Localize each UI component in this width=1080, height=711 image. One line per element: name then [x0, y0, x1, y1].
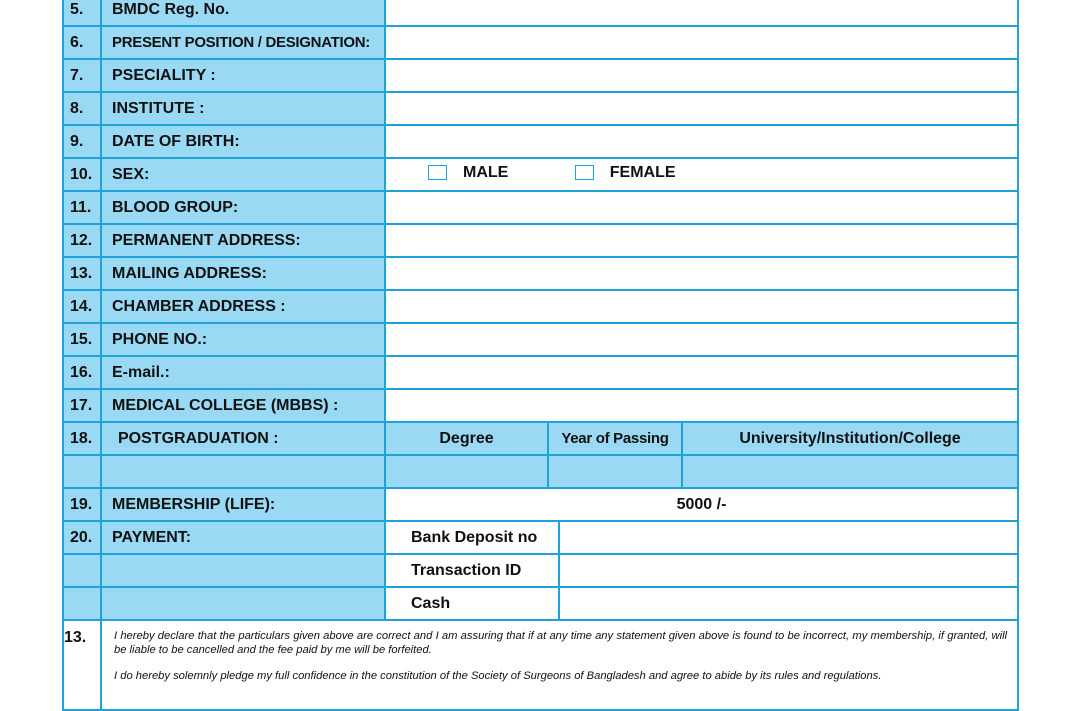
sex-option-male[interactable]: [428, 164, 508, 182]
row-number: 8.: [63, 92, 101, 125]
row-number: 19.: [63, 488, 101, 521]
degree-field[interactable]: [385, 455, 548, 488]
row-sex: [63, 158, 1018, 191]
row-label: CHAMBER ADDRESS :: [101, 290, 385, 323]
university-header: University/Institution/College: [682, 422, 1018, 455]
row-medical-college: [63, 389, 1018, 422]
row-institute: [63, 92, 1018, 125]
row-number: 9.: [63, 125, 101, 158]
male-label: MALE: [463, 163, 509, 181]
row-number: 14.: [63, 290, 101, 323]
row-payment-transaction: [63, 554, 1018, 587]
row-dob: [63, 125, 1018, 158]
row-label: [101, 455, 385, 488]
female-label: FEMALE: [609, 163, 676, 181]
row-speciality: [63, 59, 1018, 92]
row-label: SEX:: [101, 158, 385, 191]
row-number: 20.: [63, 521, 101, 554]
row-email: [63, 356, 1018, 389]
declaration-paragraph: I hereby declare that the particulars given above are correct and I am assuring that if at any time any statement given above is found to be incorrect, my membership, if granted, will be liable to be cancelled and the fee paid by me will be forfeited.: [114, 630, 1008, 656]
row-blood-group: [63, 191, 1018, 224]
row-payment-bank: [63, 521, 1018, 554]
row-postgraduation-entry: [63, 455, 1018, 488]
email-field[interactable]: [385, 356, 1018, 389]
year-field[interactable]: [548, 455, 682, 488]
university-field[interactable]: [682, 455, 1018, 488]
bmdc-field[interactable]: [385, 0, 1018, 26]
row-label: MEMBERSHIP (LIFE):: [101, 488, 385, 521]
row-phone: [63, 323, 1018, 356]
row-number: 11.: [63, 191, 101, 224]
row-label: [101, 554, 385, 587]
medical-college-field[interactable]: [385, 389, 1018, 422]
row-number: 6.: [63, 26, 101, 59]
sex-option-female[interactable]: [575, 164, 676, 182]
row-label: PSECIALITY :: [101, 59, 385, 92]
row-number: 10.: [63, 158, 101, 191]
declaration-text: [101, 620, 1018, 710]
row-label: BLOOD GROUP:: [101, 191, 385, 224]
row-number: 7.: [63, 59, 101, 92]
row-mailing-address: [63, 257, 1018, 290]
row-label: E-mail.:: [101, 356, 385, 389]
row-label: MAILING ADDRESS:: [101, 257, 385, 290]
row-number: 13.: [63, 620, 101, 710]
row-label: [101, 587, 385, 620]
form-table: [62, 0, 1019, 711]
row-number: 5.: [63, 0, 101, 26]
row-position: [63, 26, 1018, 59]
row-postgraduation: [63, 422, 1018, 455]
speciality-field[interactable]: [385, 59, 1018, 92]
row-label: INSTITUTE :: [101, 92, 385, 125]
row-permanent-address: [63, 224, 1018, 257]
row-number: [63, 554, 101, 587]
row-number: 16.: [63, 356, 101, 389]
row-chamber-address: [63, 290, 1018, 323]
row-membership: [63, 488, 1018, 521]
sex-field: [385, 158, 1018, 191]
row-number: 13.: [63, 257, 101, 290]
blood-group-field[interactable]: [385, 191, 1018, 224]
row-label: PRESENT POSITION / DESIGNATION:: [101, 26, 385, 59]
permanent-address-field[interactable]: [385, 224, 1018, 257]
cash-field[interactable]: [559, 587, 1018, 620]
membership-fee: 5000 /-: [385, 488, 1018, 521]
row-label: DATE OF BIRTH:: [101, 125, 385, 158]
row-label: MEDICAL COLLEGE (MBBS) :: [101, 389, 385, 422]
row-label: PAYMENT:: [101, 521, 385, 554]
row-payment-cash: [63, 587, 1018, 620]
row-number: 15.: [63, 323, 101, 356]
degree-header: Degree: [385, 422, 548, 455]
row-number: 12.: [63, 224, 101, 257]
year-header: Year of Passing: [548, 422, 682, 455]
position-field[interactable]: [385, 26, 1018, 59]
row-declaration: [63, 620, 1018, 710]
row-label: PHONE NO.:: [101, 323, 385, 356]
bank-deposit-field[interactable]: [559, 521, 1018, 554]
row-label: POSTGRADUATION :: [101, 422, 385, 455]
transaction-id-field[interactable]: [559, 554, 1018, 587]
male-checkbox[interactable]: [428, 165, 447, 180]
row-bmdc: [63, 0, 1018, 26]
female-checkbox[interactable]: [575, 165, 594, 180]
cash-label: Cash: [385, 587, 559, 620]
pledge-paragraph: I do hereby solemnly pledge my full confidence in the constitution of the Society of Surgeons of Bangladesh and agree to abide by its rules and regulations.: [114, 670, 882, 682]
row-number: 18.: [63, 422, 101, 455]
row-number: 17.: [63, 389, 101, 422]
row-label: BMDC Reg. No.: [101, 0, 385, 26]
row-label: PERMANENT ADDRESS:: [101, 224, 385, 257]
transaction-id-label: Transaction ID: [385, 554, 559, 587]
row-number: [63, 455, 101, 488]
mailing-address-field[interactable]: [385, 257, 1018, 290]
institute-field[interactable]: [385, 92, 1018, 125]
chamber-address-field[interactable]: [385, 290, 1018, 323]
row-number: [63, 587, 101, 620]
dob-field[interactable]: [385, 125, 1018, 158]
phone-field[interactable]: [385, 323, 1018, 356]
bank-deposit-label: Bank Deposit no: [385, 521, 559, 554]
